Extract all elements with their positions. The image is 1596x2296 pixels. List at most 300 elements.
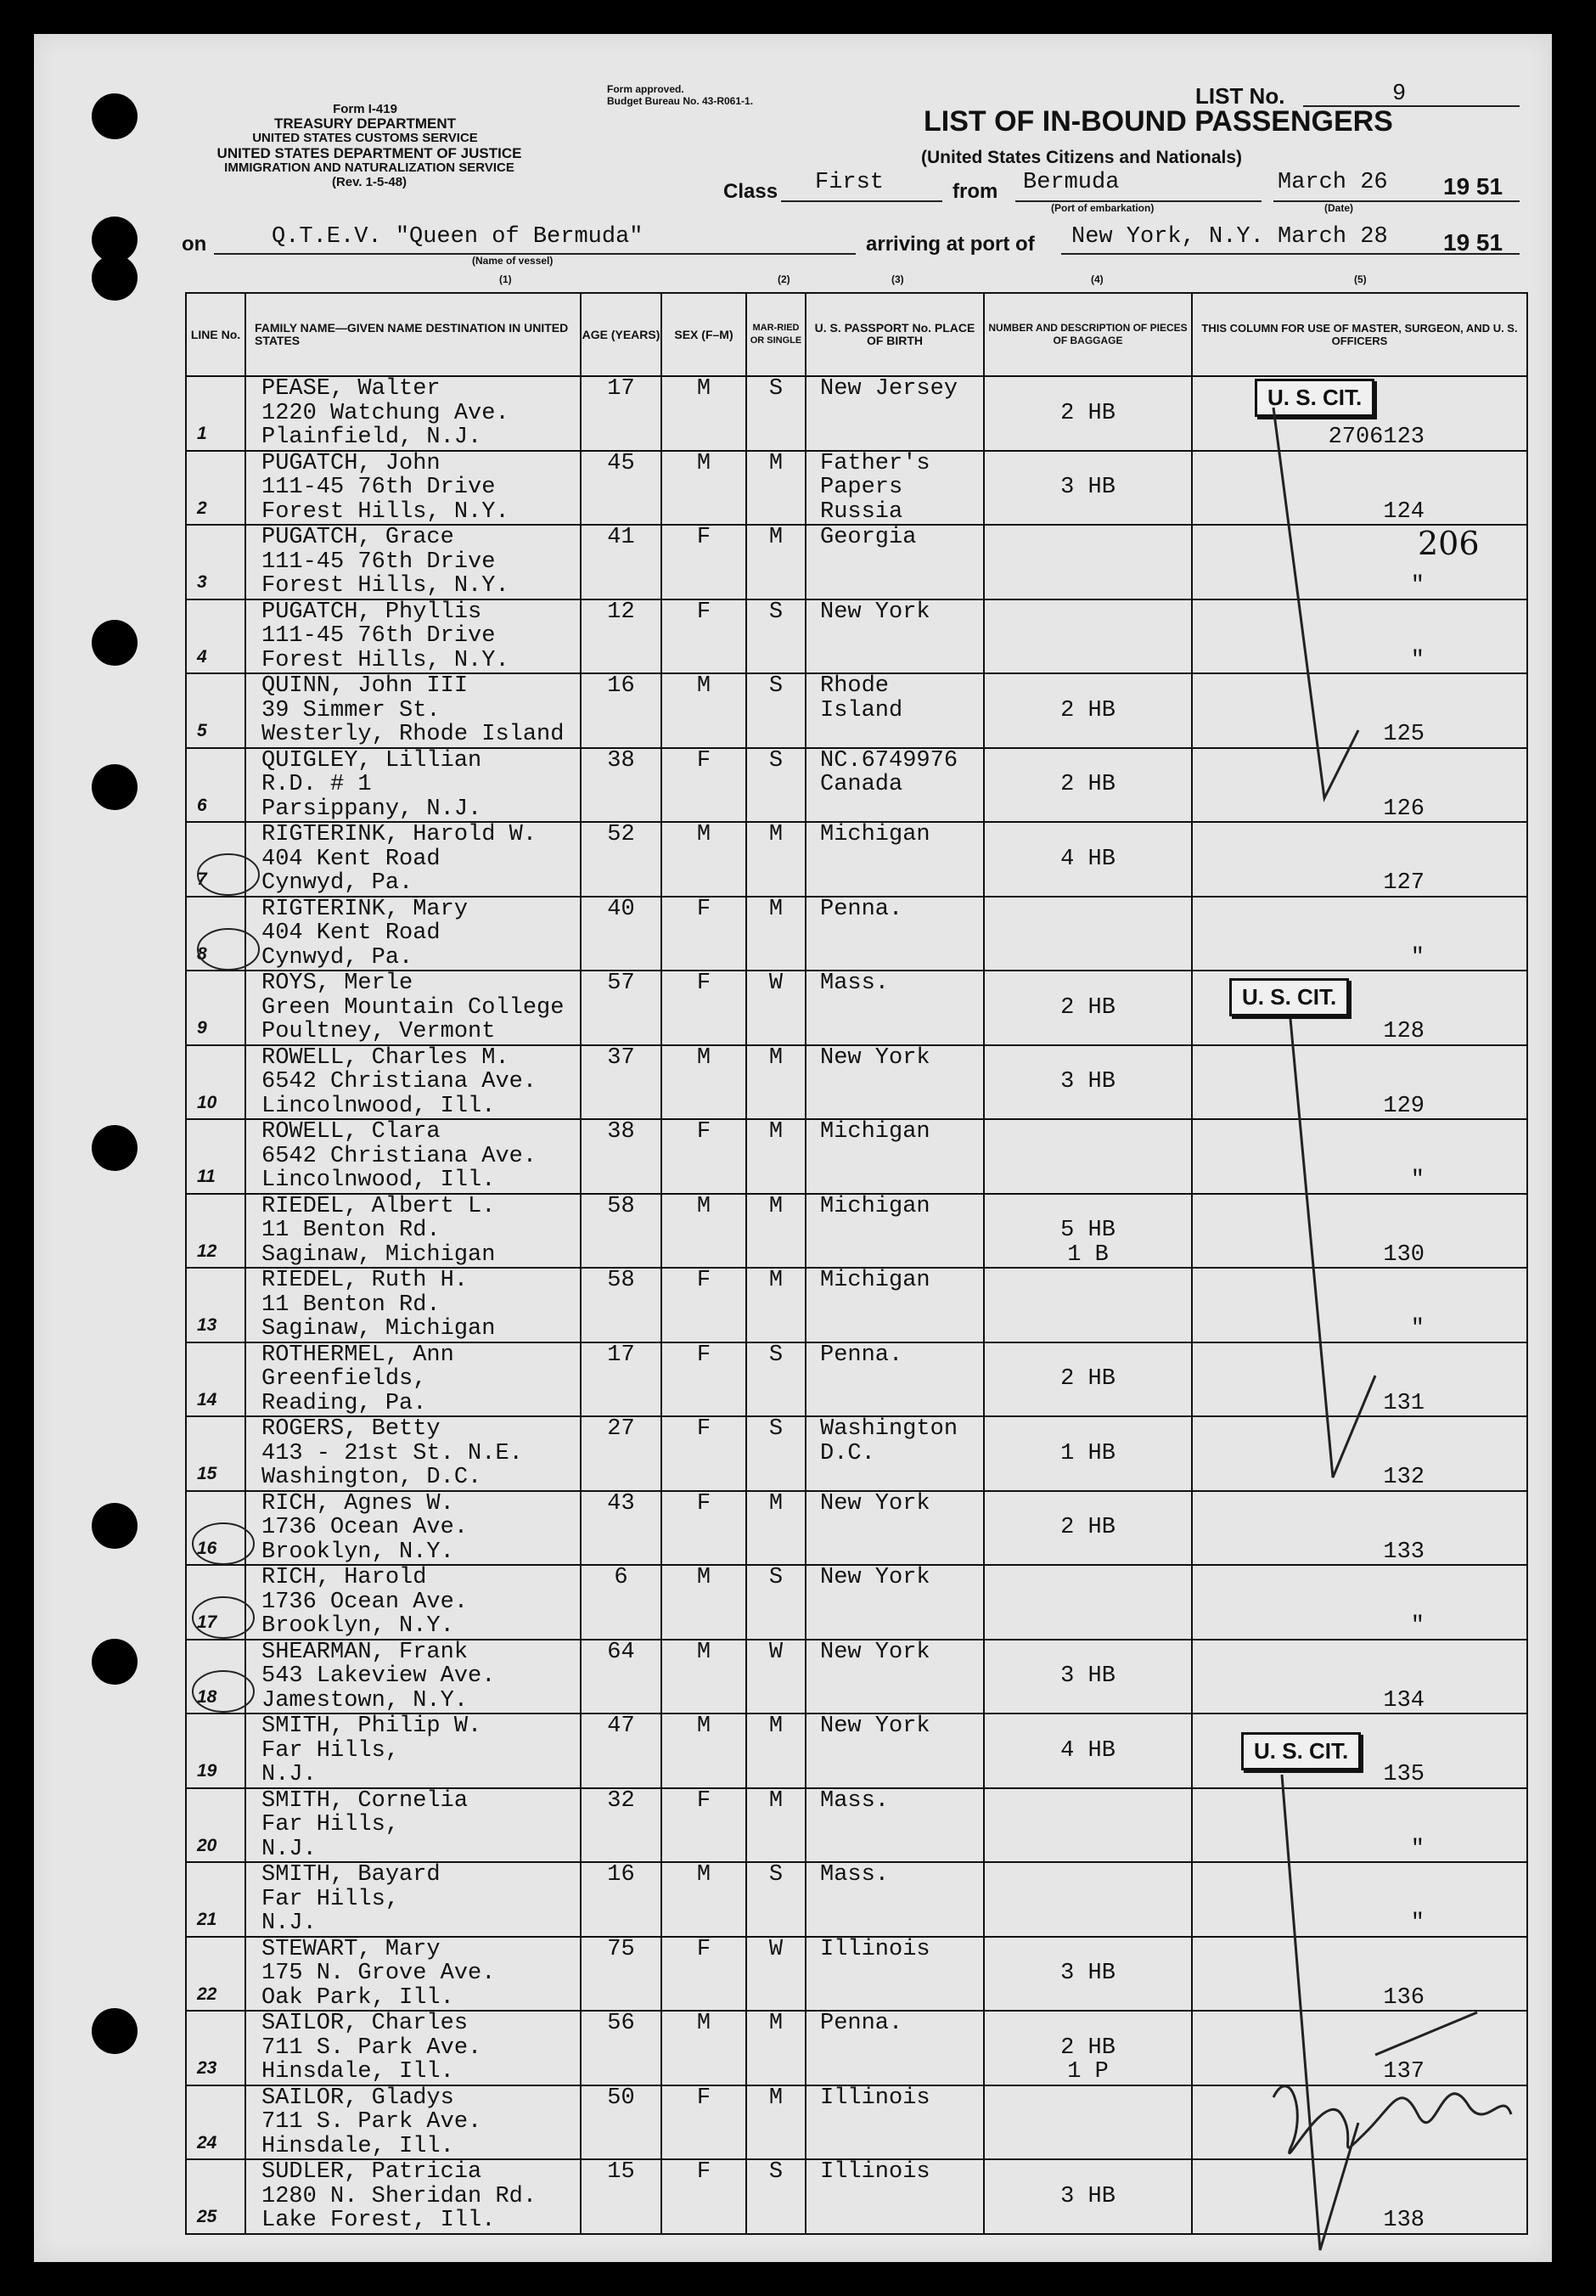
age-cell: 38 — [581, 1119, 661, 1194]
line-number: 15 — [197, 1464, 217, 1483]
address-line: 11 Benton Rd. — [261, 1292, 441, 1317]
line-number: 10 — [197, 1092, 217, 1112]
baggage-cell — [984, 376, 1192, 451]
name-cell — [245, 451, 581, 526]
line-number: 21 — [197, 1910, 217, 1929]
address-line: 6542 Christiana Ave. — [261, 1070, 537, 1095]
address-line: 404 Kent Road — [261, 847, 441, 871]
line-number: 14 — [197, 1389, 217, 1410]
address-city: Washington, D.C. — [261, 1466, 482, 1490]
age-cell: 16 — [581, 1862, 661, 1937]
officer-cell — [1192, 1045, 1527, 1120]
sex-cell: M — [661, 1194, 746, 1269]
passenger-name: SMITH, Philip W. — [261, 1714, 482, 1739]
line-number: 1 — [197, 424, 207, 443]
age-cell: 15 — [581, 2159, 661, 2234]
baggage-line-1 — [985, 1789, 1191, 1814]
table-row — [186, 1194, 1527, 1269]
baggage-cell — [984, 1119, 1192, 1194]
budget-bureau: Budget Bureau No. 43-R061-1. — [607, 95, 754, 107]
punch-hole — [92, 1125, 138, 1171]
officer-number: 131 — [1383, 1390, 1425, 1416]
place-of-birth: New York — [820, 1639, 930, 1665]
passenger-name: PUGATCH, Phyllis — [261, 599, 482, 624]
address-city: Forest Hills, N.Y. — [261, 648, 509, 672]
passenger-name: RIGTERINK, Mary — [261, 897, 469, 921]
sex-cell: F — [661, 971, 746, 1045]
punch-hole — [92, 2008, 138, 2054]
baggage-cell — [984, 1788, 1192, 1863]
passenger-name: RIEDEL, Ruth H. — [261, 1269, 469, 1293]
baggage-line-3: 3 HB — [1060, 1961, 1116, 1986]
passport-cell — [806, 1268, 984, 1342]
baggage-line-1 — [985, 1269, 1191, 1293]
passenger-name: SMITH, Cornelia — [261, 1788, 469, 1813]
name-cell — [245, 1416, 581, 1491]
line-number: 5 — [197, 721, 207, 740]
address-city: Jamestown, N.Y. — [261, 1688, 469, 1713]
marital-cell: M — [746, 1491, 806, 1566]
place-of-birth: Canada — [820, 772, 903, 797]
passport-cell — [806, 748, 984, 823]
col-num-2: (2) — [778, 273, 790, 285]
baggage-line-1 — [985, 377, 1191, 402]
baggage-cell — [984, 1565, 1192, 1640]
table-row — [186, 1342, 1527, 1417]
line-number-cell — [186, 1194, 245, 1269]
baggage-line-1 — [985, 971, 1191, 996]
passport-cell — [806, 1714, 984, 1788]
marital-cell: M — [746, 1268, 806, 1342]
line-number: 12 — [197, 1241, 217, 1261]
name-cell — [245, 1342, 581, 1417]
officer-number: 124 — [1383, 498, 1425, 525]
table-row — [186, 451, 1527, 526]
marital-cell: W — [746, 1640, 806, 1714]
address-line: 111-45 76th Drive — [261, 549, 496, 574]
address-city: Lake Forest, Ill. — [261, 2209, 496, 2233]
table-row — [186, 1937, 1527, 2012]
col-header-passport: U. S. PASSPORT No. PLACE OF BIRTH — [806, 293, 984, 376]
line-number-cell — [186, 451, 245, 526]
punch-hole — [92, 1639, 138, 1685]
on-label: on — [182, 233, 207, 256]
officer-cell — [1192, 1268, 1527, 1342]
marital-cell: S — [746, 376, 806, 451]
baggage-line-1 — [985, 1046, 1191, 1071]
age-cell: 50 — [581, 2085, 661, 2160]
sex-cell: F — [661, 1788, 746, 1863]
marital-cell: S — [746, 1342, 806, 1417]
line-number: 8 — [197, 943, 207, 964]
date-caption: (Date) — [1324, 202, 1354, 214]
address-city: Saginaw, Michigan — [261, 1317, 496, 1342]
line-number: 22 — [197, 1984, 217, 2004]
baggage-cell — [984, 599, 1192, 674]
baggage-line-3: 1 B — [1067, 1241, 1109, 1268]
passport-cell — [806, 1045, 984, 1120]
sex-cell: F — [661, 1119, 746, 1194]
page-subtitle: (United States Citizens and Nationals) — [921, 148, 1243, 167]
officer-number: " — [1410, 944, 1425, 971]
from-value: Bermuda — [1023, 170, 1120, 195]
age-cell: 43 — [581, 1491, 661, 1566]
place-of-birth: Illinois — [820, 2159, 930, 2185]
officer-number: " — [1410, 1316, 1425, 1342]
revision: (Rev. 1-5-48) — [331, 175, 407, 189]
name-cell — [245, 748, 581, 823]
baggage-line-3: 2 HB — [1060, 400, 1116, 426]
sex-cell: F — [661, 1416, 746, 1491]
age-cell: 27 — [581, 1416, 661, 1491]
col-num-5: (5) — [1354, 273, 1367, 285]
officer-cell — [1192, 2085, 1527, 2160]
name-cell — [245, 2011, 581, 2085]
baggage-cell — [984, 1268, 1192, 1342]
officer-cell — [1192, 1342, 1527, 1417]
sex-cell: M — [661, 1045, 746, 1120]
place-of-birth: Mass. — [820, 971, 890, 996]
baggage-cell — [984, 1194, 1192, 1269]
address-city: Plainfield, N.J. — [261, 425, 482, 450]
age-cell: 17 — [581, 1342, 661, 1417]
place-of-birth: New York — [820, 1565, 930, 1590]
us-cit-stamp: U. S. CIT. — [1229, 978, 1349, 1016]
officer-number: 135 — [1383, 1762, 1425, 1787]
table-row — [186, 1788, 1527, 1863]
line-number-cell — [186, 1788, 245, 1863]
age-cell: 58 — [581, 1268, 661, 1342]
sex-cell: F — [661, 2085, 746, 2160]
line-number-cell — [186, 971, 245, 1045]
officer-number: 133 — [1383, 1539, 1425, 1565]
place-of-birth: Georgia — [820, 525, 917, 550]
line-number-cell — [186, 897, 245, 971]
list-no-value: 9 — [1392, 82, 1407, 107]
customs-service: UNITED STATES CUSTOMS SERVICE — [252, 131, 478, 145]
address-city: Saginaw, Michigan — [261, 1242, 496, 1267]
class-underline — [781, 200, 942, 202]
line-number-cell — [186, 1045, 245, 1120]
place-of-birth: Penna. — [820, 1342, 903, 1368]
table-row — [186, 1491, 1527, 1566]
address-line: 404 Kent Road — [261, 921, 441, 946]
baggage-cell — [984, 451, 1192, 526]
passport-cell — [806, 2085, 984, 2160]
age-cell: 32 — [581, 1788, 661, 1863]
address-line: 175 N. Grove Ave. — [261, 1961, 496, 1986]
baggage-line-1 — [985, 2086, 1191, 2111]
baggage-cell — [984, 1640, 1192, 1714]
name-cell — [245, 1045, 581, 1120]
officer-cell — [1192, 2159, 1527, 2234]
officer-cell — [1192, 1862, 1527, 1937]
passenger-name: RIGTERINK, Harold W. — [261, 823, 537, 847]
address-city: N.J. — [261, 1837, 317, 1861]
place-of-birth: Michigan — [820, 1119, 930, 1145]
address-city: Hinsdale, Ill. — [261, 2134, 454, 2158]
marital-cell: M — [746, 451, 806, 526]
marital-cell: M — [746, 822, 806, 897]
passport-cell — [806, 451, 984, 526]
officer-number: 132 — [1383, 1465, 1425, 1490]
place-of-birth: New York — [820, 1714, 930, 1739]
address-line: 711 S. Park Ave. — [261, 2110, 482, 2135]
line-number-cell — [186, 599, 245, 674]
address-line: 543 Lakeview Ave. — [261, 1664, 496, 1689]
age-cell: 16 — [581, 673, 661, 748]
passport-cell — [806, 897, 984, 971]
officer-number: " — [1410, 1168, 1425, 1193]
address-city: Cynwyd, Pa. — [261, 871, 413, 896]
passport-line-2: D.C. — [820, 1440, 875, 1466]
baggage-line-1 — [985, 1714, 1191, 1739]
address-line: 111-45 76th Drive — [261, 624, 496, 649]
address-city: Lincolnwood, Ill. — [261, 1094, 496, 1118]
passenger-name: RIEDEL, Albert L. — [261, 1194, 496, 1218]
passport-cell — [806, 971, 984, 1045]
passport-cell — [806, 1565, 984, 1640]
baggage-cell — [984, 748, 1192, 823]
passenger-name: ROWELL, Charles M. — [261, 1045, 509, 1070]
officer-number: " — [1410, 1613, 1425, 1639]
baggage-cell — [984, 1342, 1192, 1417]
date-year: 19 51 — [1443, 173, 1503, 200]
baggage-line-1 — [985, 1640, 1191, 1665]
baggage-line-1 — [985, 1417, 1191, 1442]
passport-cell — [806, 599, 984, 674]
table-row — [186, 1268, 1527, 1342]
baggage-line-2: 2 HB — [1060, 2034, 1116, 2061]
name-cell — [245, 1788, 581, 1863]
table-header-row — [186, 293, 1527, 376]
passport-line-2: Island — [820, 697, 903, 723]
address-line: Far Hills, — [261, 1887, 400, 1911]
baggage-line-1 — [985, 674, 1191, 699]
passenger-name: PEASE, Walter — [261, 377, 441, 402]
officer-number: 130 — [1383, 1241, 1425, 1268]
address-city: Reading, Pa. — [261, 1391, 427, 1415]
class-value: First — [815, 170, 885, 195]
baggage-line-1 — [985, 2160, 1191, 2185]
baggage-cell — [984, 525, 1192, 599]
passenger-name: ROGERS, Betty — [261, 1417, 441, 1442]
punch-hole — [92, 620, 138, 666]
address-city: Brooklyn, N.Y. — [261, 1539, 454, 1564]
place-of-birth: Mass. — [820, 1787, 890, 1814]
address-city: Forest Hills, N.Y. — [261, 574, 509, 599]
passport-cell — [806, 1342, 984, 1417]
line-number-cell — [186, 1268, 245, 1342]
col-num-1: (1) — [499, 273, 512, 285]
baggage-line-3: 1 HB — [1060, 1440, 1116, 1466]
marital-cell: M — [746, 1119, 806, 1194]
baggage-line-3: 2 HB — [1060, 772, 1116, 797]
age-cell: 41 — [581, 525, 661, 599]
baggage-line-1 — [985, 898, 1191, 922]
baggage-cell — [984, 897, 1192, 971]
line-number: 6 — [197, 795, 207, 815]
sex-cell: F — [661, 1268, 746, 1342]
sex-cell: F — [661, 1491, 746, 1566]
baggage-line-1 — [985, 1938, 1191, 1962]
name-cell — [245, 1714, 581, 1788]
marital-cell: M — [746, 1194, 806, 1269]
dept-justice: UNITED STATES DEPARTMENT OF JUSTICE — [216, 145, 522, 161]
arrival-year: 19 51 — [1443, 229, 1503, 256]
passenger-name: QUIGLEY, Lillian — [261, 748, 482, 773]
arriving-label: arriving at port of — [866, 233, 1035, 256]
baggage-cell — [984, 1714, 1192, 1788]
officer-cell — [1192, 1937, 1527, 2012]
age-cell: 38 — [581, 748, 661, 823]
baggage-line-3: 4 HB — [1060, 1737, 1116, 1764]
address-line: Green Mountain College — [261, 995, 565, 1020]
address-city: Westerly, Rhode Island — [261, 723, 565, 747]
port-embark-caption: (Port of embarkation) — [1051, 202, 1155, 214]
line-number-cell — [186, 1342, 245, 1417]
officer-number: 128 — [1383, 1019, 1425, 1044]
punch-hole — [92, 255, 138, 301]
line-number: 18 — [197, 1686, 217, 1707]
officer-cell — [1192, 897, 1527, 971]
passport-line-2: Papers — [820, 475, 903, 500]
table-row — [186, 2085, 1527, 2160]
table-row — [186, 748, 1527, 823]
line-number: 20 — [197, 1835, 217, 1855]
age-cell: 17 — [581, 376, 661, 451]
treasury-dept: TREASURY DEPARTMENT — [273, 115, 457, 132]
place-of-birth: New Jersey — [820, 376, 958, 402]
col-num-3: (3) — [891, 273, 904, 285]
punch-hole — [92, 93, 138, 139]
passenger-name: SHEARMAN, Frank — [261, 1640, 469, 1664]
baggage-line-1 — [985, 823, 1191, 847]
name-cell — [245, 2085, 581, 2160]
address-line: 11 Benton Rd. — [261, 1218, 441, 1243]
officer-number: 126 — [1383, 796, 1425, 822]
marital-cell: S — [746, 748, 806, 823]
date-value: March 26 — [1278, 170, 1388, 195]
marital-cell: S — [746, 673, 806, 748]
passport-cell — [806, 1491, 984, 1566]
baggage-cell — [984, 971, 1192, 1045]
age-cell: 6 — [581, 1565, 661, 1640]
col-header-age: AGE (YEARS) — [581, 293, 661, 376]
passport-cell — [806, 1862, 984, 1937]
line-number-cell — [186, 525, 245, 599]
sex-cell: M — [661, 451, 746, 526]
officer-cell — [1192, 822, 1527, 897]
passport-cell — [806, 2011, 984, 2085]
passport-cell — [806, 1194, 984, 1269]
baggage-cell — [984, 2085, 1192, 2160]
officer-number: " — [1410, 1836, 1425, 1862]
baggage-line-1 — [985, 1343, 1191, 1368]
col-header-married: MAR-RIED OR SINGLE — [746, 293, 806, 376]
name-cell — [245, 897, 581, 971]
officer-number: 136 — [1383, 1984, 1425, 2011]
age-cell: 37 — [581, 1045, 661, 1120]
age-cell: 47 — [581, 1714, 661, 1788]
baggage-line-1 — [985, 1566, 1191, 1590]
table-row — [186, 1862, 1527, 1937]
baggage-cell — [984, 2011, 1192, 2085]
line-number: 13 — [197, 1315, 217, 1335]
address-line: 39 Simmer St. — [261, 698, 441, 723]
line-number: 19 — [197, 1761, 217, 1781]
address-city: Parsippany, N.J. — [261, 796, 482, 821]
name-cell — [245, 599, 581, 674]
baggage-line-1 — [985, 526, 1191, 550]
address-city: Lincolnwood, Ill. — [261, 1168, 496, 1193]
table-row — [186, 525, 1527, 599]
passport-cell — [806, 1788, 984, 1863]
address-line: 711 S. Park Ave. — [261, 2035, 482, 2060]
line-number-cell — [186, 2159, 245, 2234]
officer-cell — [1192, 2011, 1527, 2085]
address-line: 6542 Christiana Ave. — [261, 1144, 537, 1168]
table-row — [186, 673, 1527, 748]
line-number: 3 — [197, 572, 207, 592]
officer-cell — [1192, 673, 1527, 748]
passenger-name: SUDLER, Patricia — [261, 2160, 482, 2185]
us-cit-stamp: U. S. CIT. — [1241, 1732, 1361, 1770]
vessel-name: Q.T.E.V. "Queen of Bermuda" — [272, 224, 643, 250]
line-number-cell — [186, 822, 245, 897]
officer-number: 138 — [1383, 2208, 1425, 2233]
passport-line-1: Rhode — [820, 673, 890, 699]
sex-cell: M — [661, 2011, 746, 2085]
sex-cell: F — [661, 525, 746, 599]
marital-cell: S — [746, 1862, 806, 1937]
baggage-line-2: 5 HB — [1060, 1218, 1116, 1243]
passenger-name: PUGATCH, Grace — [261, 526, 454, 550]
sex-cell: F — [661, 1937, 746, 2012]
baggage-line-1 — [985, 1863, 1191, 1888]
baggage-line-1 — [985, 1492, 1191, 1517]
passport-line-2: NC.6749976 — [820, 747, 958, 774]
address-line: 111-45 76th Drive — [261, 476, 496, 500]
marital-cell: W — [746, 1937, 806, 2012]
sex-cell: F — [661, 2159, 746, 2234]
officer-cell — [1192, 748, 1527, 823]
name-cell — [245, 1268, 581, 1342]
line-number-cell — [186, 1937, 245, 2012]
line-number-cell — [186, 673, 245, 748]
table-row — [186, 1045, 1527, 1120]
passenger-name: PUGATCH, John — [261, 451, 441, 476]
table-row — [186, 2159, 1527, 2234]
officer-cell — [1192, 1565, 1527, 1640]
baggage-cell — [984, 1416, 1192, 1491]
age-cell: 12 — [581, 599, 661, 674]
name-cell — [245, 525, 581, 599]
passport-cell — [806, 376, 984, 451]
place-of-birth: Penna. — [820, 896, 903, 922]
baggage-line-1 — [985, 1120, 1191, 1145]
line-number: 23 — [197, 2058, 217, 2078]
baggage-cell — [984, 1862, 1192, 1937]
address-line: Greenfields, — [261, 1367, 427, 1392]
address-line: 1736 Ocean Ave. — [261, 1516, 469, 1540]
line-number-cell — [186, 2085, 245, 2160]
col-header-officers: THIS COLUMN FOR USE OF MASTER, SURGEON, AND U. S. OFFICERS — [1192, 293, 1527, 376]
line-number-cell — [186, 1862, 245, 1937]
baggage-cell — [984, 822, 1192, 897]
address-city: Oak Park, Ill. — [261, 1985, 454, 2010]
line-number: 17 — [197, 1612, 217, 1632]
